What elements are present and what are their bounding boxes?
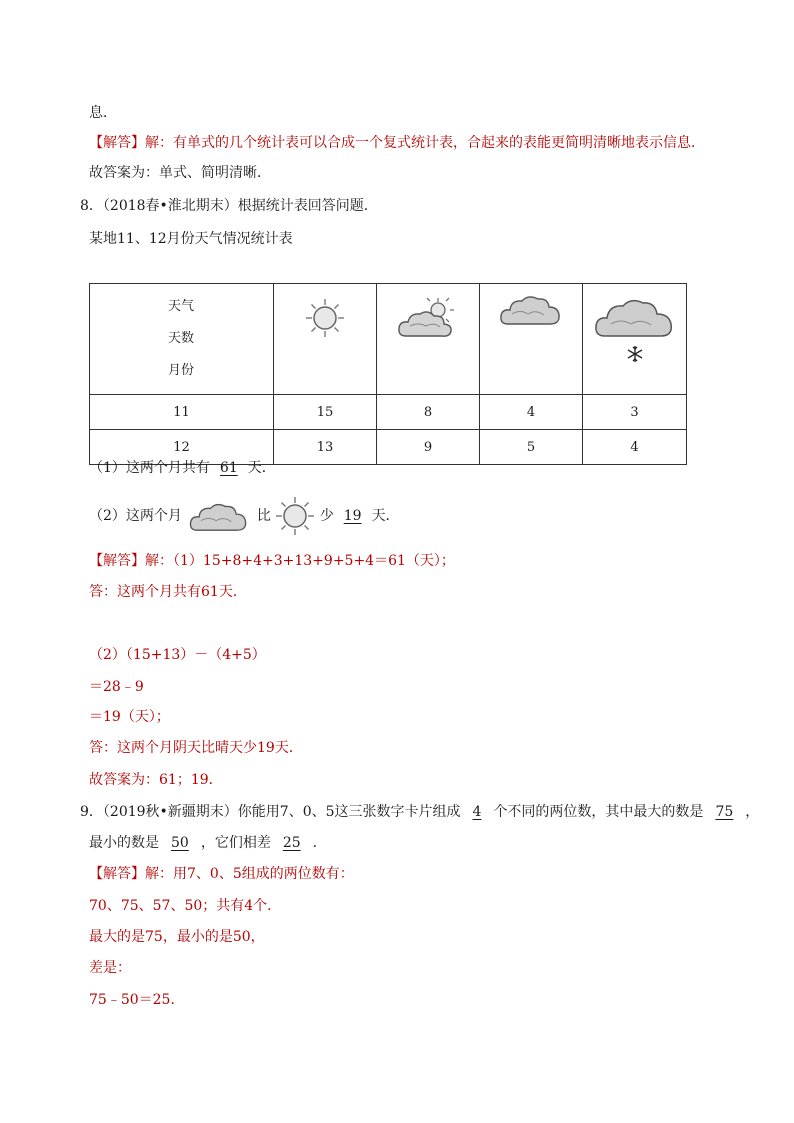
sub-question-1: [89, 458, 276, 478]
value-cell: 9: [377, 430, 480, 465]
solution-line: [89, 133, 705, 153]
month-cell: 12: [90, 430, 274, 465]
solution-tag: 【解答】: [89, 135, 145, 151]
solution-tag: 【解答】: [89, 866, 145, 882]
table-row: [90, 395, 687, 430]
sub-question-text: 比: [256, 508, 271, 524]
question-8-title: 8．（2018春•淮北期末）根据统计表回答问题．: [80, 198, 378, 214]
header-cell-cloudy-sun: [377, 284, 480, 395]
header-cell-sunny: [274, 284, 377, 395]
question-text: ，它们相差: [200, 835, 271, 851]
text-line: 息．: [89, 105, 117, 121]
value-cell: 13: [274, 430, 377, 465]
value-cell: 3: [583, 395, 687, 430]
solution-line: [89, 864, 354, 884]
answer-blank: 25: [282, 835, 301, 851]
month-cell: 11: [90, 395, 274, 430]
answer-blank: 50: [171, 835, 189, 851]
value-cell: 4: [583, 430, 687, 465]
value-cell: 8: [377, 395, 480, 430]
cloud-icon: [186, 498, 252, 534]
solution-line: 故答案为：61；19．: [89, 772, 223, 788]
answer-line: 故答案为：单式、简明清晰．: [89, 165, 271, 181]
answer-blank: 19: [343, 508, 362, 524]
header-label-days: 天数: [168, 331, 195, 346]
header-cell-cloudy: [480, 284, 583, 395]
sub-question-text: 天．: [247, 460, 276, 476]
solution-line: 最大的是75，最小的是50，: [89, 929, 265, 945]
sun-icon: [305, 298, 345, 338]
solution-text: 解：（1）15+8+4+3+13+9+5+4＝61（天）；: [145, 553, 455, 569]
snow-cloud-icon: [593, 292, 677, 368]
solution-line: ＝19（天）；: [89, 709, 170, 725]
solution-line: [89, 551, 455, 571]
sub-question-text: 天．: [371, 508, 400, 524]
diagonal-header-cell: [90, 284, 274, 395]
question-text: 最小的数是: [89, 835, 159, 851]
solution-line: （2）（15+13）－（4+5）: [89, 647, 266, 663]
answer-blank: 75: [715, 804, 734, 820]
weather-table: [89, 283, 687, 465]
sun-icon: [275, 496, 315, 536]
solution-line: 答：这两个月共有61天．: [89, 584, 247, 600]
sub-question-text: （2）这两个月: [89, 508, 182, 524]
cloudy-sun-icon: [396, 296, 460, 342]
question-9: [80, 802, 759, 822]
value-cell: 4: [480, 395, 583, 430]
sub-question-text: 少: [319, 508, 334, 524]
solution-line: ＝28﹣9: [89, 679, 144, 695]
answer-blank: 4: [472, 804, 482, 820]
question-text: 个不同的两位数，其中最大的数是: [493, 804, 704, 820]
cloud-icon: [498, 290, 564, 328]
solution-line: 差是：: [89, 960, 131, 976]
solution-text: 解：用7、0、5组成的两位数有：: [145, 866, 354, 882]
answer-blank: 61: [219, 460, 238, 476]
sub-question-2: [89, 496, 400, 536]
solution-tag: 【解答】: [89, 553, 145, 569]
solution-line: 答：这两个月阴天比晴天少19天．: [89, 740, 303, 756]
solution-line: 75﹣50＝25．: [89, 992, 185, 1008]
sub-question-text: （1）这两个月共有: [89, 460, 210, 476]
solution-line: 70、75、57、50；共有4个．: [89, 898, 282, 914]
table-caption: 某地11、12月份天气情况统计表: [89, 231, 293, 247]
question-text: ．: [312, 835, 327, 851]
question-9-line-2: [89, 833, 327, 853]
solution-text: 解：有单式的几个统计表可以合成一个复式统计表，合起来的表能更简明清晰地表示信息．: [145, 135, 705, 151]
question-text: ，: [745, 804, 760, 820]
question-text: 9．（2019秋•新疆期末）你能用7、0、5这三张数字卡片组成: [80, 804, 461, 820]
header-label-month: 月份: [168, 363, 195, 378]
header-cell-snow: [583, 284, 687, 395]
value-cell: 5: [480, 430, 583, 465]
value-cell: 15: [274, 395, 377, 430]
table-header-row: [90, 284, 687, 395]
header-label-weather: 天气: [168, 299, 195, 314]
